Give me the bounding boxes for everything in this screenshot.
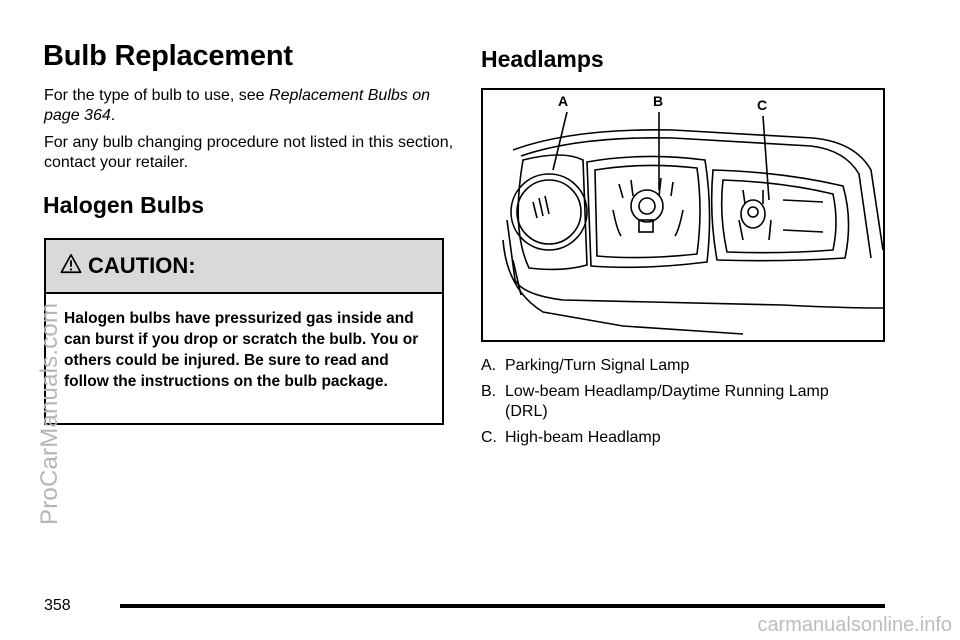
page-title: Bulb Replacement xyxy=(43,40,293,72)
legend-letter: A. xyxy=(481,357,497,374)
headlamp-illustration xyxy=(483,90,883,340)
bottom-watermark: carmanualsonline.info xyxy=(757,614,952,636)
headlamp-legend xyxy=(481,356,901,454)
footer-rule xyxy=(120,604,885,608)
legend-text: Low-beam Headlamp/Daytime Running Lamp (DRL) xyxy=(505,383,829,420)
figure-label-b: B xyxy=(653,93,664,109)
side-watermark: ProCarManuals.com xyxy=(36,302,63,525)
caution-header xyxy=(46,240,442,294)
caution-triangle-icon xyxy=(60,253,82,275)
intro-paragraph xyxy=(44,86,454,126)
caution-box xyxy=(44,238,444,425)
legend-item-b xyxy=(481,382,901,422)
legend-letter: C. xyxy=(481,429,497,446)
headlamp-figure xyxy=(481,88,885,342)
cross-reference-link[interactable]: Replacement Bulbs on page 364 xyxy=(44,87,431,124)
legend-item-a xyxy=(481,356,901,376)
caution-text: Halogen bulbs have pressurized gas inside and can burst if you drop or scratch the bulb. You or others could be injured. Be sure to read and follow the instructions on the bulb package. xyxy=(64,310,419,390)
caution-label: CAUTION: xyxy=(88,253,196,278)
intro-text: For the type of bulb to use, see xyxy=(44,87,270,104)
figure-label-a: A xyxy=(558,93,569,109)
legend-text: Parking/Turn Signal Lamp xyxy=(505,357,690,374)
legend-item-c xyxy=(481,428,901,448)
figure-label-c: C xyxy=(757,97,768,113)
retailer-paragraph: For any bulb changing procedure not listed in this section, contact your retailer. xyxy=(44,134,454,171)
headlamps-heading: Headlamps xyxy=(481,46,604,72)
halogen-heading: Halogen Bulbs xyxy=(43,192,205,218)
intro-suffix: . xyxy=(110,107,116,124)
page-number: 358 xyxy=(44,597,71,614)
legend-text: High-beam Headlamp xyxy=(505,429,661,446)
legend-letter: B. xyxy=(481,383,497,400)
